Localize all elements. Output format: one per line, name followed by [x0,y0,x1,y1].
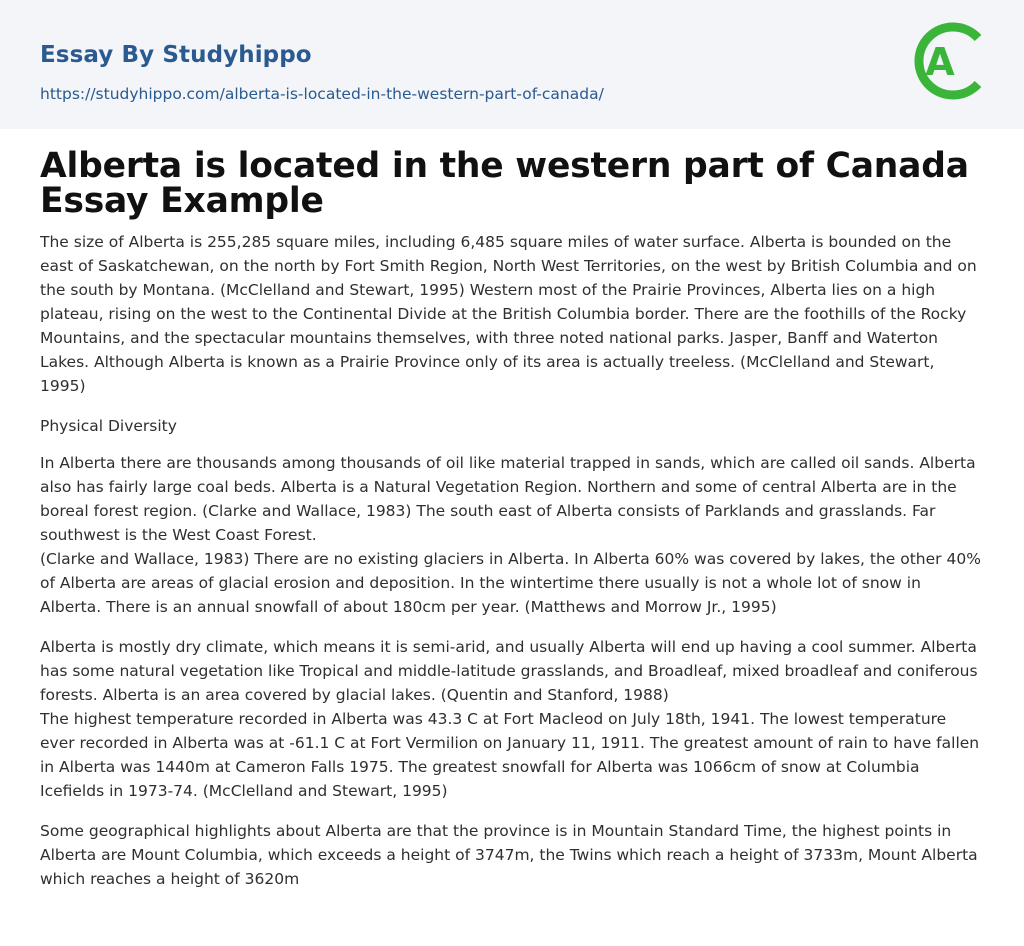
essay-article [40,146,984,891]
paragraph-2a: In Alberta there are thousands among thousands of oil like material trapped in sands, which are called oil sands. Alberta also has fairly large coal beds. Alberta is a Natural Vegetation Region. Northern and some of central Alberta are in the boreal forest region. (Clarke and Wallace, 1983) The south east of Alberta consists of Parklands and grasslands. Far southwest is the West Coast Forest. [40,454,976,544]
section-heading: Physical Diversity [40,417,177,435]
site-header [0,0,1024,129]
logo-letter: A [925,40,955,84]
paragraph-3a: Alberta is mostly dry climate, which means it is semi-arid, and usually Alberta will end up having a cool summer. Alberta has some natural vegetation like Tropical and middle-latitude grasslands, and Broadleaf, mixed broadleaf and coniferous forests. Alberta is an area covered by glacial lakes. (Quentin and Stanford, 1988) [40,638,978,704]
paragraph-3b: The highest temperature recorded in Alberta was 43.3 C at Fort Macleod on July 18th, 1941. The lowest temperature ever recorded in Alberta was at -61.1 C at Fort Vermilion on January 11, 1911. The greatest amount of rain to have fallen in Alberta was 1440m at Cameron Falls 1975. The greatest snowfall for Alberta was 1066cm of snow at Columbia Icefields in 1973-74. (McClelland and Stewart, 1995) [40,710,980,800]
essay-title: Alberta is located in the western part of Canada Essay Example [40,146,969,221]
paragraph-1: The size of Alberta is 255,285 square miles, including 6,485 square miles of water surface. Alberta is bounded on the east of Saskatchewan, on the north by Fort Smith Region, North West Territories, on the west by British Columbia and on the south by Montana. (McClelland and Stewart, 1995) Western most of the Prairie Provinces, Alberta lies on a high plateau, rising on the west to the Continental Divide at the British Columbia border. There are the foothills of the Rocky Mountains, and the spectacular mountains themselves, with three noted national parks. Jasper, Banff and Waterton Lakes. Although Alberta is known as a Prairie Province only of its area is actually treeless. (McClelland and Stewart, 1995) [40,233,977,395]
paragraph-4: Some geographical highlights about Alberta are that the province is in Mountain Standard Time, the highest points in Alberta are Mount Columbia, which exceeds a height of 3747m, the Twins which reach a height of 3733m, Mount Alberta which reaches a height of 3620m [40,822,978,888]
studyhippo-logo-icon[interactable] [906,16,990,106]
source-url-link[interactable]: https://studyhippo.com/alberta-is-located-in-the-western-part-of-canada/ [40,85,604,103]
paragraph-2b: (Clarke and Wallace, 1983) There are no existing glaciers in Alberta. In Alberta 60% was covered by lakes, the other 40% of Alberta are areas of glacial erosion and deposition. In the wintertime there usually is not a whole lot of snow in Alberta. There is an annual snowfall of about 180cm per year. (Matthews and Morrow Jr., 1995) [40,550,981,616]
brand-title[interactable]: Essay By Studyhippo [40,42,312,68]
